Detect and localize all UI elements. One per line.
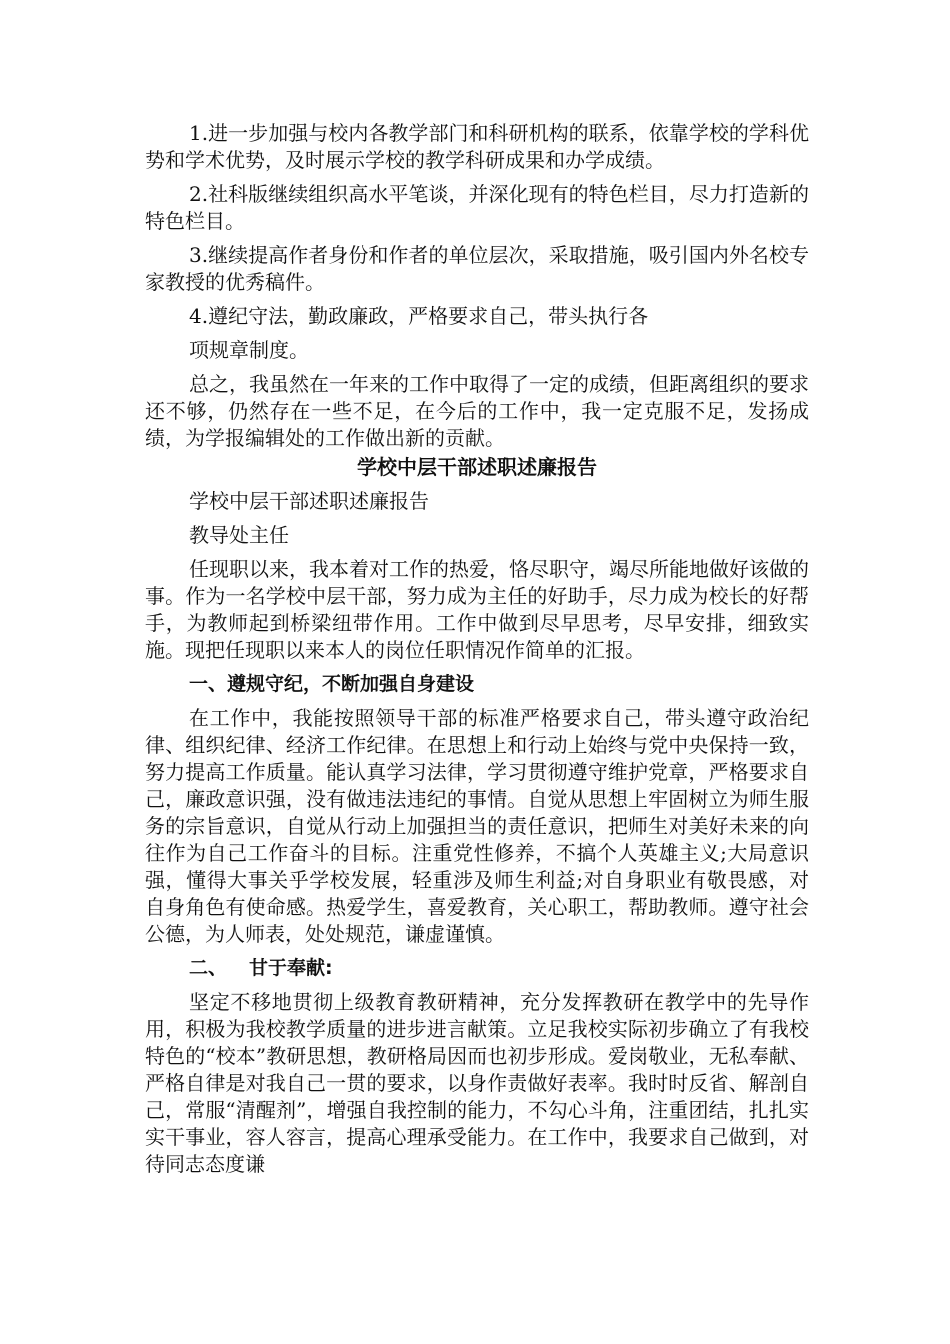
section-2-title: 甘于奉献: xyxy=(249,957,333,979)
paragraph-item-4: 4.遵纪守法，勤政廉政，严格要求自己，带头执行各 xyxy=(189,304,649,328)
paragraph-item-4-continued: 项规章制度。 xyxy=(189,338,309,362)
section-1-body: 在工作中，我能按照领导干部的标准严格要求自己，带头遵守政治纪律、组织纪律、经济工作纪律。在思想上和行动上始终与党中央保持一致，努力提高工作质量。能认真学习法律，学习贯彻遵守维护党章，严格要求自己，廉政意识强，没有做违法违纪的事情。自觉从思想上牢固树立为师生服务的宗旨意识，自觉从行动上加强担当的责任意识，把师生对美好未来的向往作为自己工作奋斗的目标。注重党性修养，不搞个人英雄主义;大局意识强，懂得大事关乎学校发展，轻重涉及师生利益;对自身职业有敬畏感，对自身角色有使命感。热爱学生，喜爱教育，关心职工，帮助教师。遵守社会公德，为人师表，处处规范，谦虚谨慎。 xyxy=(145,706,809,946)
intro-paragraph: 任现职以来，我本着对工作的热爱，恪尽职守，竭尽所能地做好该做的事。作为一名学校中层干部，努力成为主任的好助手，尽力成为校长的好帮手，为教师起到桥梁纽带作用。工作中做到尽早思考，尽早安排，细致实施。现把任现职以来本人的岗位任职情况作简单的汇报。 xyxy=(145,557,809,662)
position-line: 教导处主任 xyxy=(189,523,289,547)
report-title: 学校中层干部述职述廉报告 xyxy=(357,455,597,479)
section-2-body: 坚定不移地贯彻上级教育教研精神，充分发挥教研在教学中的先导作用，积极为我校教学质量的进步进言献策。立足我校实际初步确立了有我校特色的“校本”教研思想，教研格局因而也初步形成。爱岗敬业，无私奉献、严格自律是对我自己一贯的要求，以身作责做好表率。我时时反省、解剖自己，常服“清醒剂”，增强自我控制的能力，不勾心斗角，注重团结，扎扎实实干事业，容人容言，提高心理承受能力。在工作中，我要求自己做到，对待同志态度谦 xyxy=(145,990,809,1176)
document-page xyxy=(145,120,809,1185)
paragraph-item-3: 3.继续提高作者身份和作者的单位层次，采取措施，吸引国内外名校专家教授的优秀稿件。 xyxy=(145,243,809,294)
paragraph-item-1: 1.进一步加强与校内各教学部门和科研机构的联系，依靠学校的学科优势和学术优势，及时展示学校的教学科研成果和办学成绩。 xyxy=(145,121,809,172)
section-2-heading xyxy=(145,955,809,982)
report-subtitle: 学校中层干部述职述廉报告 xyxy=(189,489,429,513)
section-1-heading: 一、遵规守纪，不断加强自身建设 xyxy=(189,673,475,695)
paragraph-item-2: 2.社科版继续组织高水平笔谈，并深化现有的特色栏目，尽力打造新的特色栏目。 xyxy=(145,182,809,233)
summary-paragraph: 总之，我虽然在一年来的工作中取得了一定的成绩，但距离组织的要求还不够，仍然存在一些不足，在今后的工作中，我一定克服不足，发扬成绩，为学报编辑处的工作做出新的贡献。 xyxy=(145,372,809,450)
section-2-number: 二、 xyxy=(189,957,228,979)
